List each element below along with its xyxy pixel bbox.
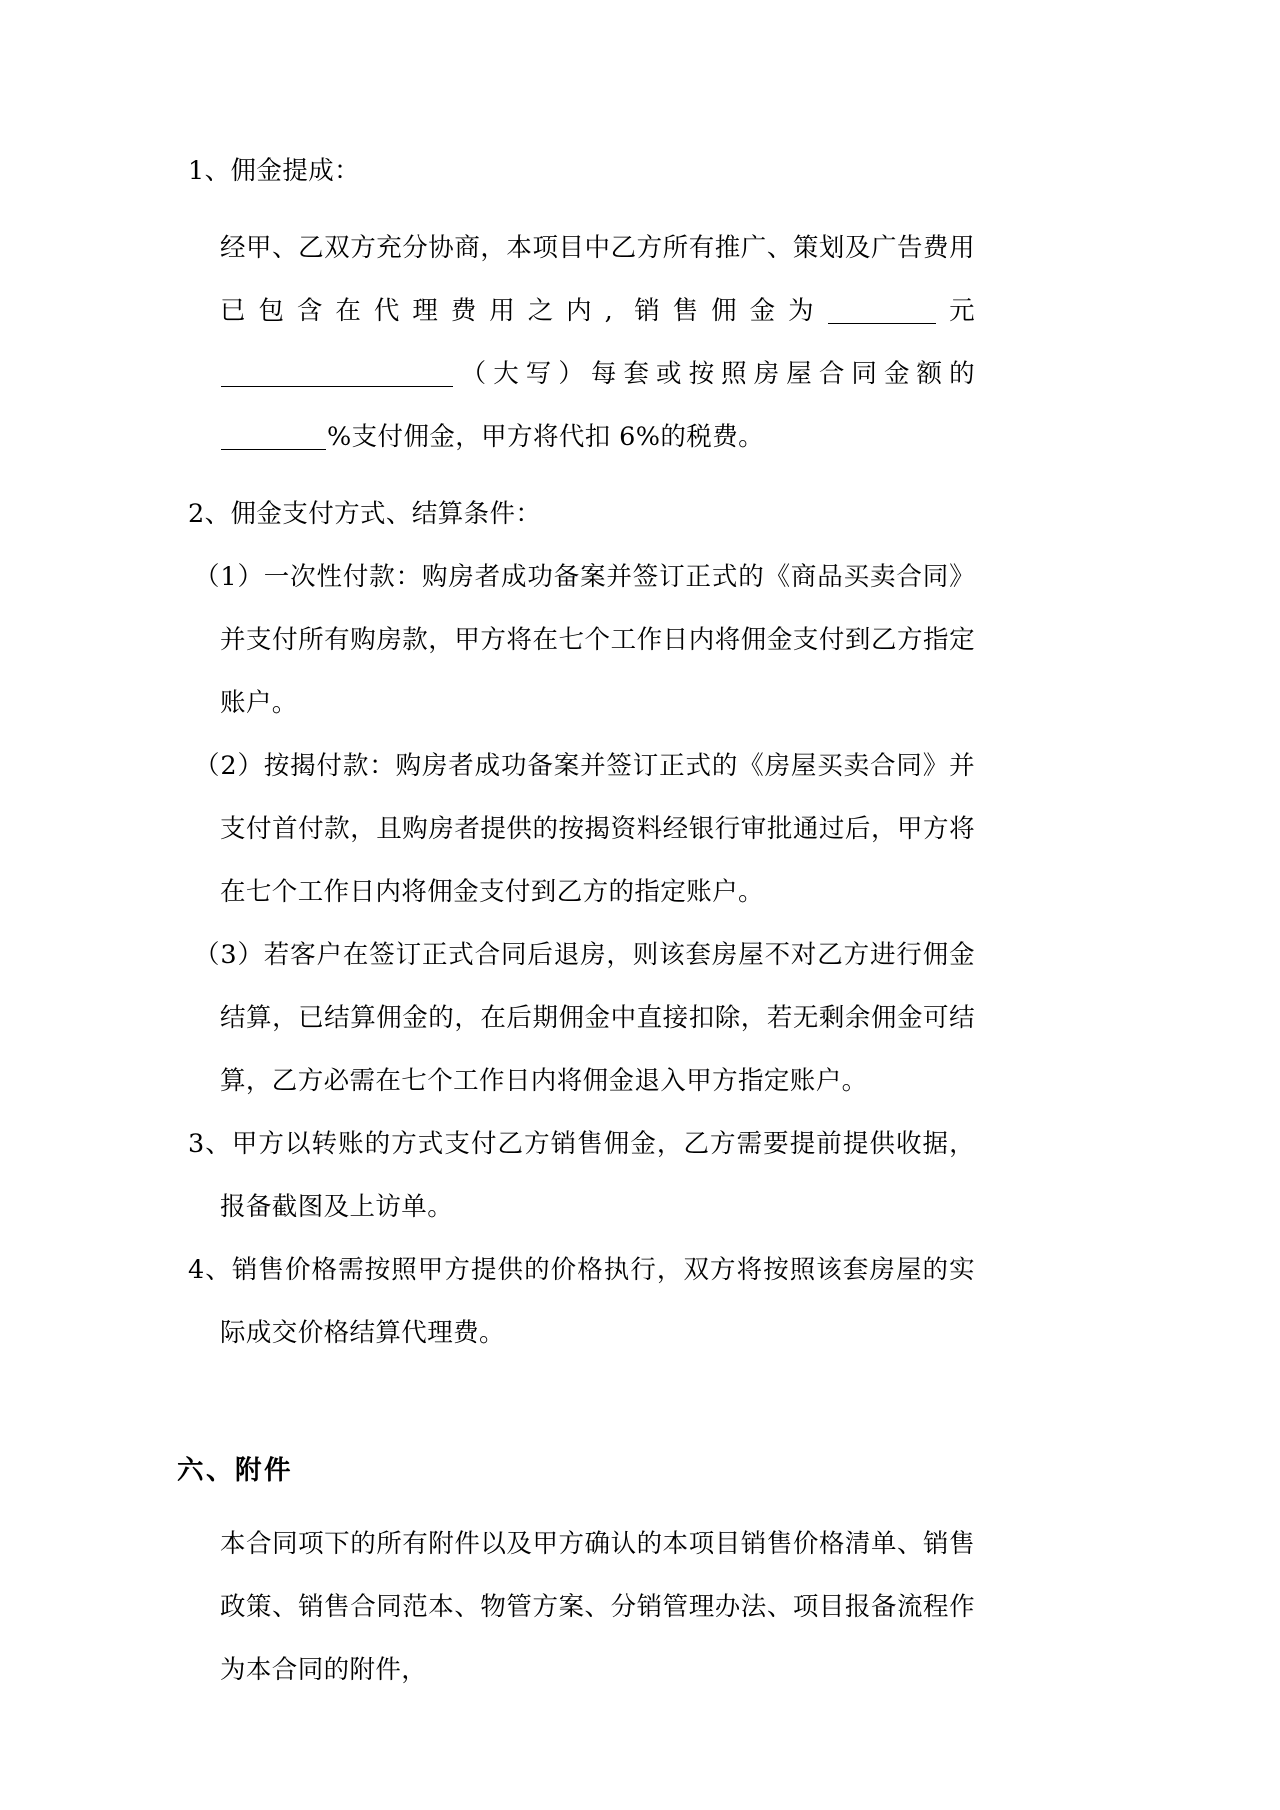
clause-2-sub-3 — [165, 924, 975, 1113]
clause-2-heading — [165, 483, 975, 546]
clause-1-body — [165, 217, 975, 469]
clause-3-marker: 3、 — [188, 1129, 232, 1159]
clause-3-text: 甲方以转账的方式支付乙方销售佣金，乙方需要提前提供收据，报备截图及上访单。 — [220, 1129, 975, 1222]
spacer — [165, 469, 975, 483]
clause-4-marker: 4、 — [188, 1255, 232, 1285]
percent-sign: % — [327, 422, 352, 452]
clause-1-body-part1: 经甲、乙双方充分协商，本项目中乙方所有推广、策划及广告费用已包含在代理费用之内, 销售佣金为 — [220, 233, 975, 326]
clause-1-body-part2: （大写）每套或按照房屋合同金额的 — [454, 359, 975, 389]
document-body — [165, 140, 975, 1702]
spacer — [165, 1365, 975, 1443]
commission-amount-blank[interactable] — [828, 301, 936, 324]
clause-4 — [165, 1239, 975, 1365]
clause-3 — [165, 1113, 975, 1239]
commission-amount-words-blank[interactable] — [221, 364, 453, 387]
clause-2-marker: 2、 — [188, 499, 231, 529]
clause-1-heading — [165, 140, 975, 203]
clause-2-sub-3-marker: （3） — [194, 940, 264, 970]
spacer — [165, 203, 975, 217]
clause-2-title: 佣金支付方式、结算条件： — [230, 499, 542, 529]
section-six-heading: 六、附件 — [177, 1455, 293, 1486]
section-six-paragraph: 本合同项下的所有附件以及甲方确认的本项目销售价格清单、销售政策、销售合同范本、物管方案、分销管理办法、项目报备流程作为本合同的附件， — [220, 1529, 975, 1685]
commission-percent-blank[interactable] — [221, 427, 326, 450]
clause-2-sub-1 — [165, 546, 975, 735]
clause-2-sub-1-marker: （1） — [194, 562, 264, 592]
clause-1-title: 佣金提成： — [230, 156, 361, 186]
spacer — [165, 1499, 975, 1513]
clause-2-sub-2-marker: （2） — [194, 751, 264, 781]
clause-1-marker: 1、 — [188, 156, 231, 186]
clause-4-text: 销售价格需按照甲方提供的价格执行，双方将按照该套房屋的实际成交价格结算代理费。 — [220, 1255, 975, 1348]
clause-2-sub-3-text: 若客户在签订正式合同后退房，则该套房屋不对乙方进行佣金结算，已结算佣金的，在后期佣金中直接扣除，若无剩余佣金可结算，乙方必需在七个工作日内将佣金退入甲方指定账户。 — [220, 940, 975, 1096]
clause-2-sub-2 — [165, 735, 975, 924]
clause-1-body-part3: 支付佣金，甲方将代扣 6%的税费。 — [351, 422, 765, 452]
unit-yuan-label: 元 — [936, 296, 975, 326]
clause-2-sub-2-text: 按揭付款：购房者成功备案并签订正式的《房屋买卖合同》并支付首付款，且购房者提供的按揭资料经银行审批通过后，甲方将在七个工作日内将佣金支付到乙方的指定账户。 — [220, 751, 975, 907]
clause-2-sub-1-text: 一次性付款：购房者成功备案并签订正式的《商品买卖合同》并支付所有购房款，甲方将在七个工作日内将佣金支付到乙方指定账户。 — [220, 562, 975, 718]
